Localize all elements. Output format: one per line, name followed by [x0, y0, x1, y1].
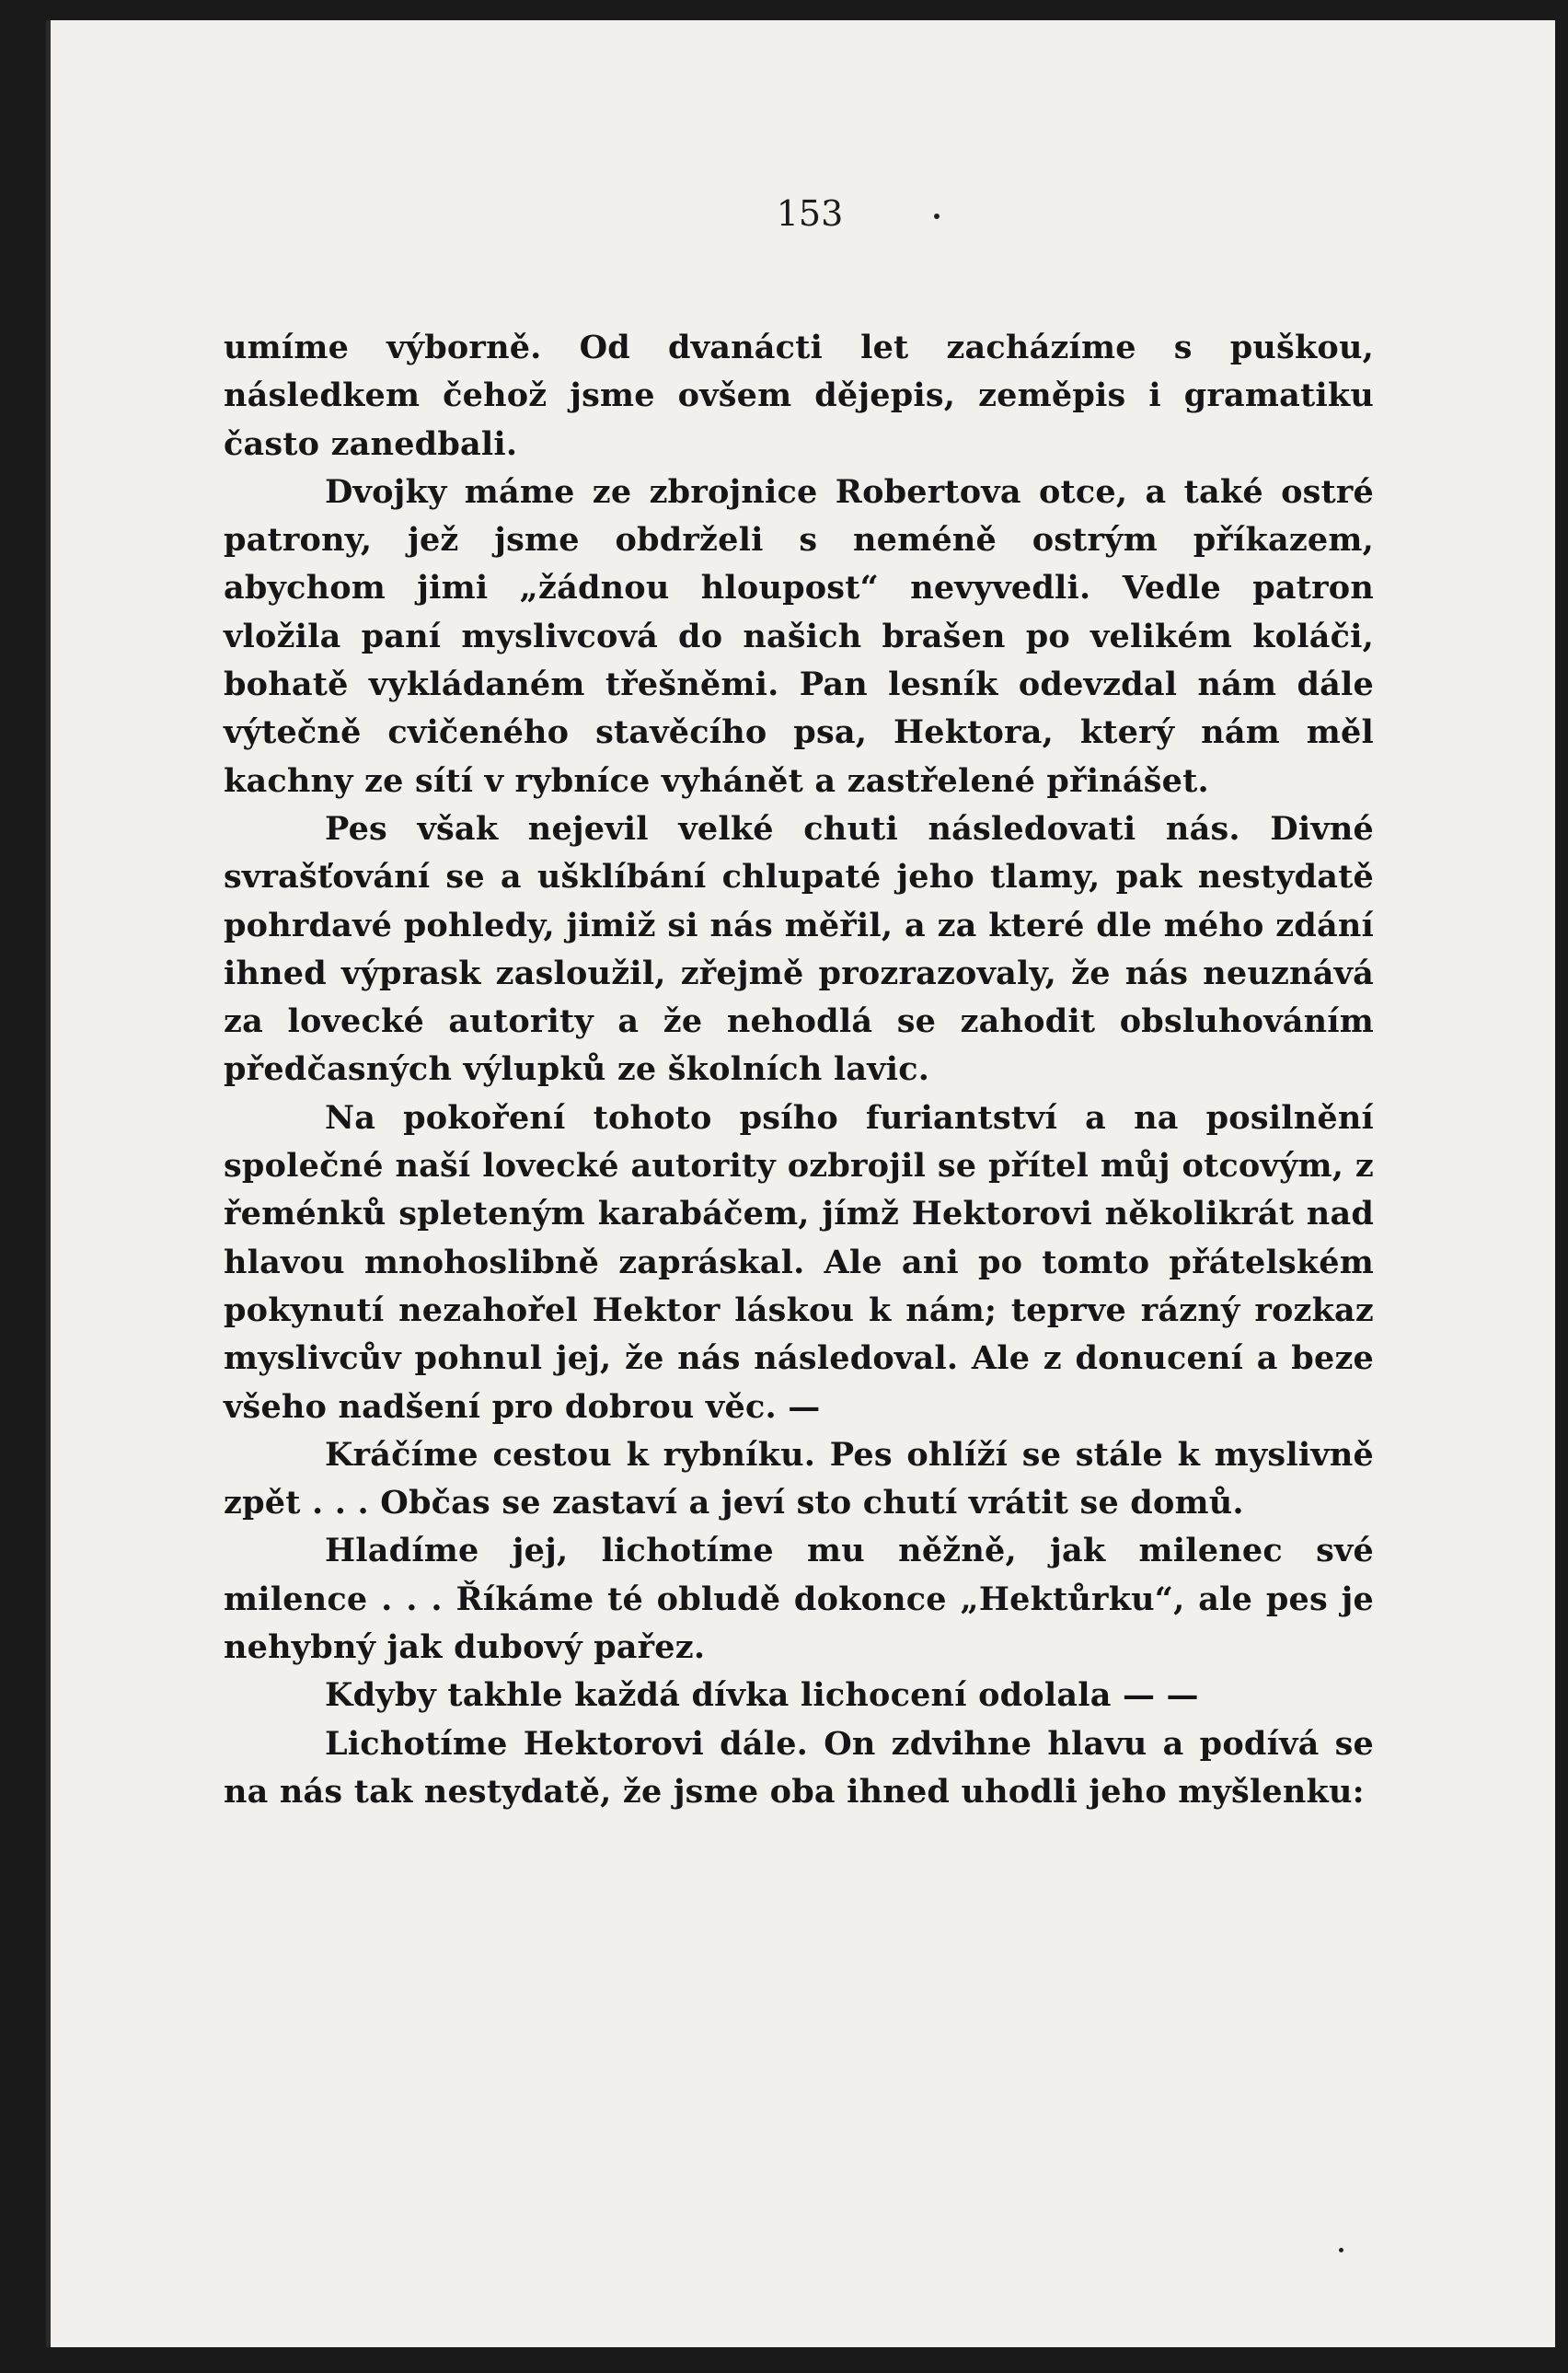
paragraph: Pes však nejevil velké chuti následovati nás. Divné svrašťování se a ušklíbání chlupaté jeho tlamy, pak nestydatě pohrdavé pohledy, jimiž si nás měřil, a za které dle mého zdání ihned výprask zasloužil, zřejmě prozrazovaly, že nás neuznává za lovecké autority a že nehodlá se zahodit obsluhováním předčasných výlupků ze školních lavic. [224, 809, 1374, 1089]
book-page [46, 20, 1555, 2347]
paragraph: Dvojky máme ze zbrojnice Robertova otce, a také ostré patrony, jež jsme obdrželi s neméně ostrým příkazem, abychom jimi „žádnou hloupost“ nevyvedli. Vedle patron vložila paní myslivcová do našich brašen po velikém koláči, bohatě vykládaném třešněmi. Pan lesník odevzdal nám dále výtečně cvičeného stavěcího psa, Hektora, který nám měl kachny ze sítí v rybníce vyhánět a zastřelené přinášet. [224, 472, 1374, 800]
page-number: 153 [776, 193, 844, 234]
paragraph: Hladíme jej, lichotíme mu něžně, jak milenec své milence . . . Říkáme té obludě dokonce „Hektůrku“, ale pes je nehybný jak dubový pařez. [224, 1532, 1374, 1667]
scan-speck [1339, 2248, 1343, 2252]
paragraph: Lichotíme Hektorovi dále. On zdvihne hlavu a podívá se na nás tak nestydatě, že jsme oba ihned uhodli jeho myšlenku: [224, 1724, 1374, 1811]
paragraph: Kdyby takhle každá dívka lichocení odolala — — [325, 1676, 1199, 1715]
scan-speck [934, 214, 940, 219]
body-text [224, 324, 1374, 1816]
paragraph: Kráčíme cestou k rybníku. Pes ohlíží se stále k myslivně zpět . . . Občas se zastaví a jeví sto chutí vrátit se domů. [224, 1435, 1374, 1522]
paragraph: Na pokoření tohoto psího furiantství a na posilnění společné naší lovecké autority ozbrojil se přítel můj otcovým, z řeménků spleteným karabáčem, jímž Hektorovi několikrát nad hlavou mnohoslibně zapráskal. Ale ani po tomto přátelském pokynutí nezahořel Hektor láskou k nám; teprve rázný rozkaz myslivcův pohnul jej, že nás následoval. Ale z donucení a beze všeho nadšení pro dobrou věc. — [224, 1098, 1374, 1426]
paragraph: umíme výborně. Od dvanácti let zacházíme s puškou, následkem čehož jsme ovšem dějepis, zeměpis i gramatiku často zanedbali. [224, 329, 1374, 463]
